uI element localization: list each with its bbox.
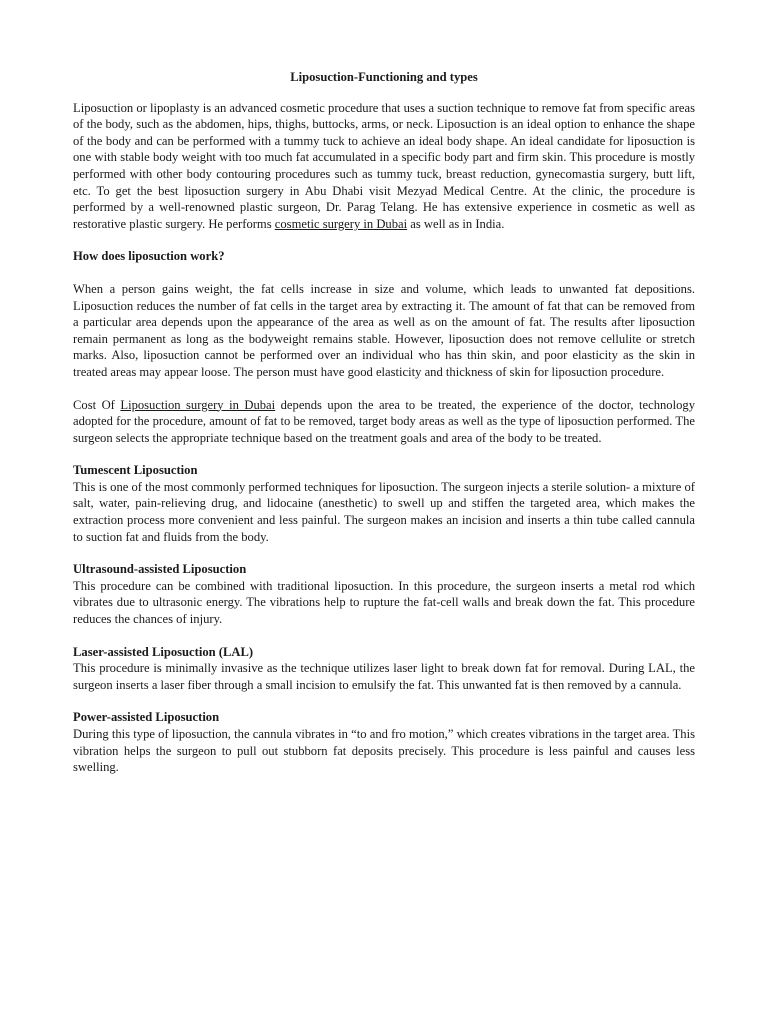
- section-body-tumescent: This is one of the most commonly performed techniques for liposuction. The surgeon injects a sterile solution- a mixture of salt, water, pain-relieving drug, and lidocaine (anesthetic) to swell up and stiffen the targeted area, which makes the extraction process more convenient and less painful. The surgeon makes an incision and inserts a thin tube called cannula to suction fat and fluids from the body.: [73, 479, 695, 544]
- cost-text-end: depends upon the area to be treated, the experience of the doctor, technology adopted for the procedure, amount of fat to be removed, target body areas as well as the type of liposuction performed. The surgeon selects the appropriate technique based on the treatment goals and area of the body to be treated.: [73, 397, 695, 445]
- section-heading-power: Power-assisted Liposuction: [73, 710, 220, 725]
- intro-text: Liposuction or lipoplasty is an advanced cosmetic procedure that uses a suction technique to remove fat from specific areas of the body, such as the abdomen, hips, thighs, buttocks, arms, or neck. Liposuction is an ideal option to enhance the shape of the body and can be performed with a tummy tuck to achieve an ideal body shape. An ideal candidate for liposuction is one with stable body weight with too much fat accumulated in a specific body part and firm skin. This procedure is mostly performed with other body contouring procedures such as tummy tuck, breast reduction, gynecomastia surgery, butt lift, etc. To get the best liposuction surgery in Abu Dhabi visit Mezyad Medical Centre. At the clinic, the procedure is performed by a well-renowned plastic surgeon, Dr. Parag Telang. He has extensive experience in cosmetic as well as restorative plastic surgery. He performs: [73, 100, 695, 231]
- how-heading: How does liposuction work?: [73, 249, 225, 264]
- section-body-power: During this type of liposuction, the cannula vibrates in “to and fro motion,” which creates vibrations in the target area. This vibration helps the surgeon to pull out stubborn fat deposits precisely. This procedure is less painful and causes less swelling.: [73, 727, 695, 775]
- document-title: Liposuction-Functioning and types: [290, 70, 478, 84]
- intro-text-end: as well as in India.: [407, 216, 505, 231]
- cosmetic-surgery-link[interactable]: cosmetic surgery in Dubai: [274, 216, 408, 231]
- section-body-laser: This procedure is minimally invasive as the technique utilizes laser light to break down fat for removal. During LAL, the surgeon inserts a laser fiber through a small incision to emulsify the fat. This unwanted fat is then removed by a cannula.: [73, 661, 695, 692]
- section-heading-laser: Laser-assisted Liposuction (LAL): [73, 644, 254, 659]
- cost-text: Cost Of: [73, 397, 121, 412]
- cost-paragraph: [73, 397, 695, 447]
- document-page: [73, 69, 695, 776]
- intro-paragraph: [73, 100, 695, 233]
- section-body-ultrasound: This procedure can be combined with traditional liposuction. In this procedure, the surgeon inserts a metal rod which vibrates due to ultrasonic energy. The vibrations help to rupture the fat-cell walls and break down the fat. This procedure reduces the chances of injury.: [73, 578, 695, 627]
- liposuction-surgery-link[interactable]: Liposuction surgery in Dubai: [120, 397, 276, 412]
- section-heading-tumescent: Tumescent Liposuction: [73, 463, 198, 478]
- section-heading-ultrasound: Ultrasound-assisted Liposuction: [73, 562, 247, 577]
- how-paragraph: When a person gains weight, the fat cells increase in size and volume, which leads to unwanted fat depositions. Liposuction reduces the number of fat cells in the target area by extracting it. The amount of fat that can be removed from a particular area depends upon the appearance of the area as well as on the amount of fat. The results after liposuction remain permanent as long as the bodyweight remains stable. However, liposuction does not remove cellulite or stretch marks. Also, liposuction cannot be performed over an individual who has thin skin, and poor elasticity as the skin in treated areas may appear loose. The person must have good elasticity and thickness of skin for liposuction procedure.: [73, 281, 695, 379]
